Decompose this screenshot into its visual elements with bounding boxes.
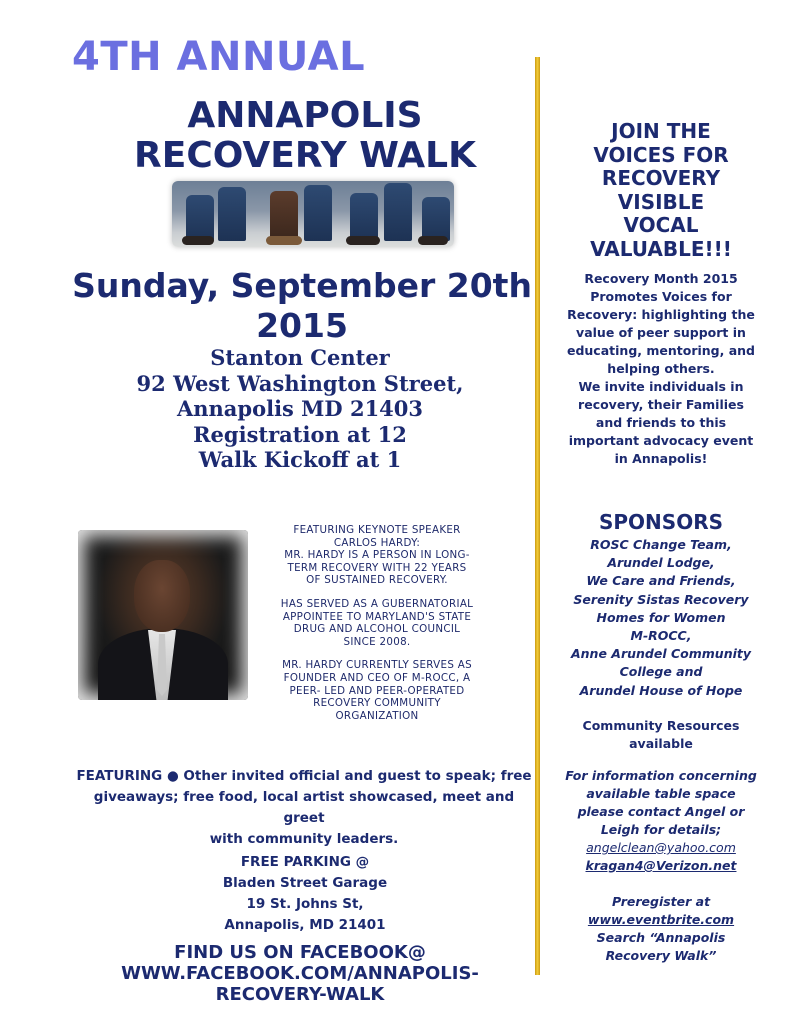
preregister-label: Preregister at [611, 894, 711, 909]
keynote-line: MR. HARDY CURRENTLY SERVES AS [282, 659, 472, 672]
recovery-month-para [556, 270, 766, 378]
join-line: VISIBLE [617, 189, 705, 214]
parking-info [190, 852, 420, 936]
month-line: helping others. [607, 361, 715, 376]
parking-city: Annapolis, MD 21401 [224, 917, 386, 933]
month-line: Promotes Voices for [590, 289, 732, 304]
event-date [62, 266, 542, 346]
keynote-bio [266, 524, 488, 733]
invite-line: recovery, their Families [578, 397, 744, 412]
sponsor-item: Arundel House of Hope [579, 682, 743, 698]
sponsor-item: Serenity Sistas Recovery [573, 591, 749, 607]
gold-divider [535, 57, 540, 975]
parking-garage: Bladen Street Garage [222, 875, 388, 891]
month-line: Recovery Month 2015 [584, 271, 738, 286]
featuring-line: FEATURING ● Other invited official and guest to speak; free [76, 768, 532, 784]
month-line: value of peer support in [576, 325, 746, 340]
table-space-info [556, 767, 766, 875]
sponsor-item: Arundel Lodge, [607, 555, 715, 571]
sponsor-item: Anne Arundel Community [570, 646, 752, 662]
keynote-line: OF SUSTAINED RECOVERY. [306, 574, 448, 587]
parking-heading: FREE PARKING @ [240, 854, 370, 870]
sponsor-item: We Care and Friends, [586, 573, 736, 589]
keynote-role [266, 659, 488, 722]
venue-street: 92 West Washington Street, [136, 370, 464, 396]
date-line-1: Sunday, September 20th [72, 266, 532, 305]
event-title [90, 96, 520, 176]
keynote-appointment [266, 598, 488, 648]
join-line: RECOVERY [601, 166, 721, 190]
title-line-1: ANNAPOLIS [187, 95, 423, 136]
invite-para [556, 378, 766, 468]
preregister-info [556, 893, 766, 965]
eventbrite-link[interactable]: www.eventbrite.com [587, 912, 735, 927]
info-line: please contact Angel or [577, 804, 745, 819]
join-line: VOICES FOR [593, 142, 729, 167]
parking-street: 19 St. Johns St, [246, 896, 364, 912]
invite-line: and friends to this [595, 415, 727, 430]
email-link-angel[interactable]: angelclean@yahoo.com [586, 840, 736, 855]
walkers-photo [172, 181, 454, 247]
keynote-line: APPOINTEE TO MARYLAND'S STATE [282, 610, 472, 623]
sponsor-item: ROSC Change Team, [590, 537, 732, 552]
keynote-line: CARLOS HARDY: [333, 536, 421, 549]
info-line: For information concerning [565, 768, 757, 783]
featuring-line: giveaways; free food, local artist showcased, meet and greet [93, 789, 515, 826]
invite-line: We invite individuals in [578, 379, 744, 394]
title-line-2: RECOVERY WALK [134, 135, 476, 176]
keynote-line: FEATURING KEYNOTE SPEAKER [293, 524, 461, 536]
email-link-leigh[interactable]: kragan4@Verizon.net [585, 858, 737, 873]
keynote-line: PEER- LED AND PEER-OPERATED [289, 684, 465, 697]
keynote-line: RECOVERY COMMUNITY [313, 697, 441, 710]
facebook-url-line: WWW.FACEBOOK.COM/ANNAPOLIS- [121, 963, 479, 984]
info-line: Leigh for details; [600, 822, 722, 837]
join-voices-heading [556, 120, 766, 261]
keynote-intro [266, 524, 488, 587]
keynote-line: MR. HARDY IS A PERSON IN LONG- [284, 549, 470, 562]
invite-line: important advocacy event [568, 433, 754, 448]
keynote-line: DRUG AND ALCOHOL COUNCIL [293, 623, 461, 636]
keynote-line: ORGANIZATION [335, 709, 419, 722]
invite-line: in Annapolis! [614, 451, 708, 466]
venue-name: Stanton Center [210, 345, 390, 370]
resources-line: available [629, 736, 693, 751]
search-line: Recovery Walk” [605, 948, 717, 963]
recovery-month-text [556, 270, 766, 468]
resources-line: Community Resources [582, 718, 740, 733]
search-line: Search “Annapolis [596, 930, 726, 945]
info-line: available table space [586, 786, 736, 801]
community-resources [556, 717, 766, 753]
month-line: educating, mentoring, and [566, 343, 756, 358]
keynote-line: HAS SERVED AS A GUBERNATORIAL [280, 597, 474, 610]
sponsor-item: Homes for Women [596, 609, 726, 625]
registration-time: Registration at 12 [193, 421, 407, 447]
keynote-line: TERM RECOVERY WITH 22 YEARS [287, 561, 467, 574]
venue-city: Annapolis MD 21403 [176, 396, 424, 421]
sponsor-item: M-ROCC, [630, 628, 692, 644]
featuring-line: with community leaders. [209, 831, 399, 847]
speaker-portrait [78, 530, 248, 700]
date-line-2: 2015 [256, 306, 348, 345]
featuring-details [74, 766, 534, 850]
facebook-url-line: RECOVERY-WALK [215, 984, 385, 1005]
join-line: VOCAL [623, 213, 699, 237]
join-line: JOIN THE [611, 119, 711, 143]
sponsors-heading: SPONSORS [598, 510, 723, 534]
kickoff-time: Walk Kickoff at 1 [198, 447, 402, 472]
keynote-line: SINCE 2008. [343, 635, 411, 648]
keynote-line: FOUNDER AND CEO OF M-ROCC, A [283, 671, 471, 684]
facebook-heading: FIND US ON FACEBOOK@ [174, 942, 426, 963]
sponsors-list [556, 536, 766, 700]
annual-label: 4TH ANNUAL [72, 34, 366, 80]
join-line: VALUABLE!!! [590, 236, 732, 261]
month-line: Recovery: highlighting the [567, 307, 755, 322]
venue-details [90, 345, 510, 473]
sponsor-item: College and [619, 664, 703, 680]
facebook-callout [90, 942, 510, 1005]
